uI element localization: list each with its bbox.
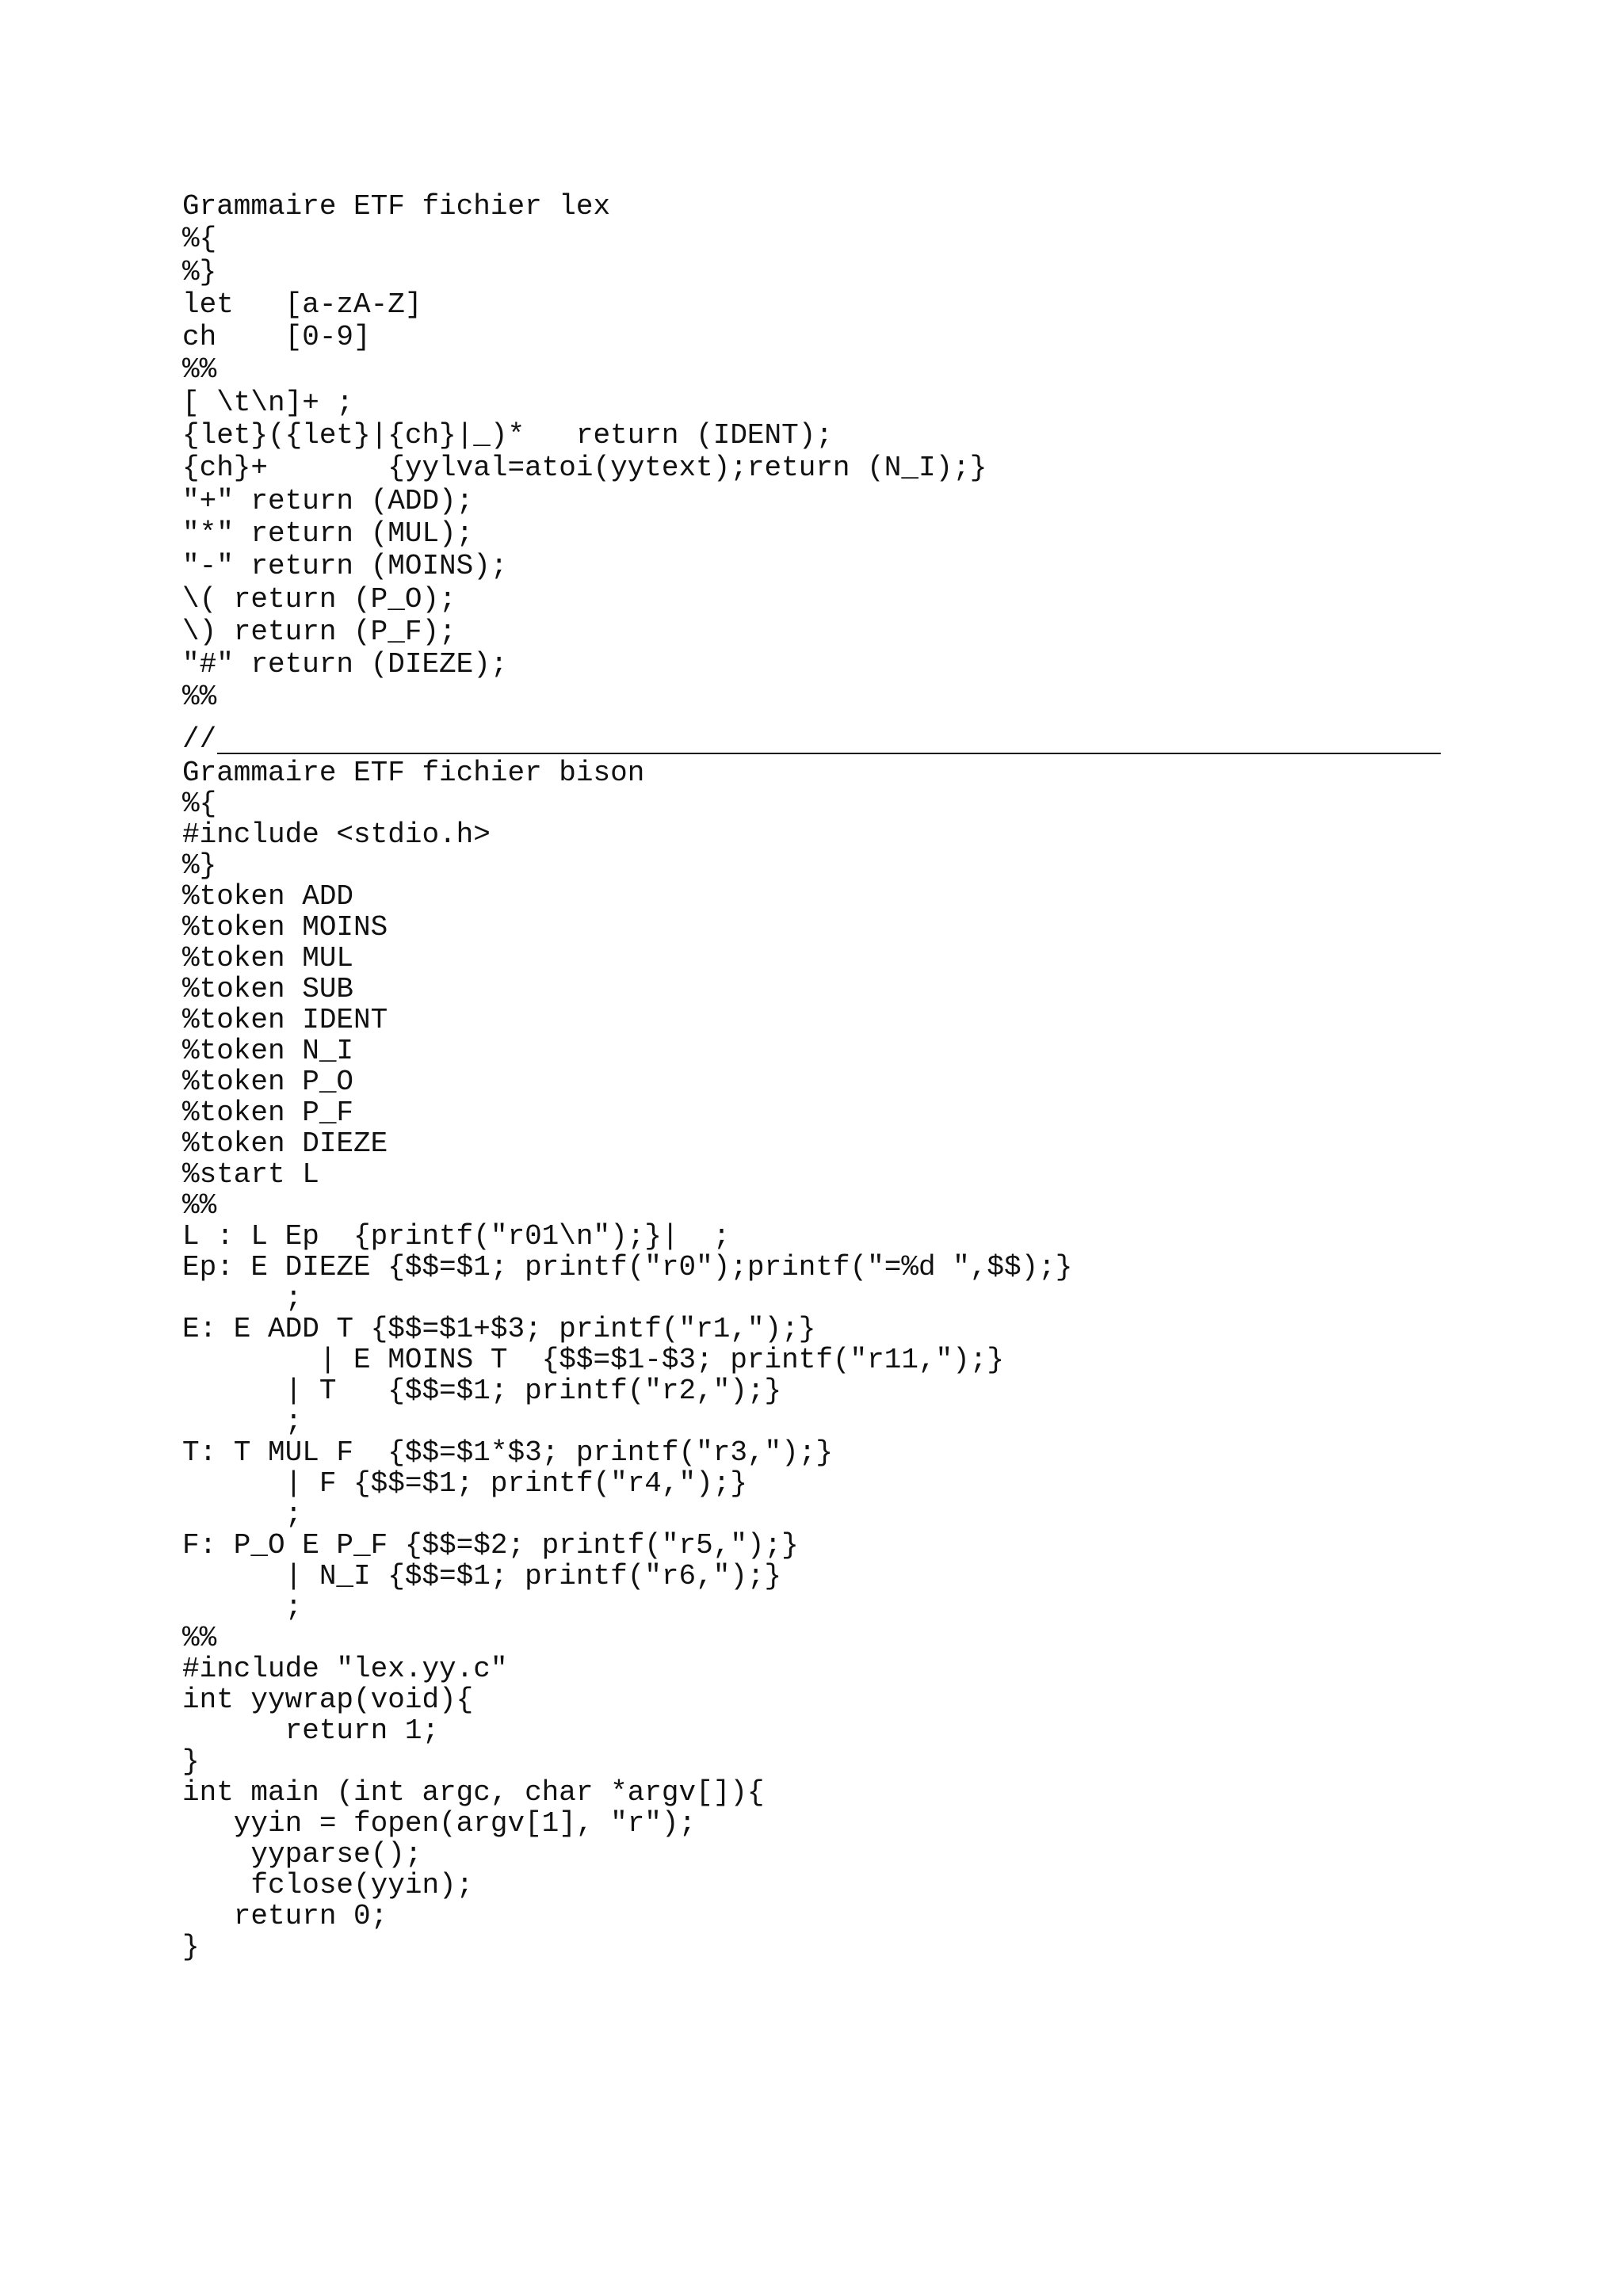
code-line: Grammaire ETF fichier lex — [182, 190, 611, 223]
code-line: "#" return (DIEZE); — [182, 648, 508, 681]
code-line: %start L — [182, 1158, 319, 1191]
code-line: %{ — [182, 223, 217, 256]
code-line: "+" return (ADD); — [182, 484, 474, 517]
code-line: %token SUB — [182, 973, 354, 1005]
code-line: %% — [182, 353, 217, 387]
code-line: {let}({let}|{ch}|_)* return (IDENT); — [182, 419, 833, 452]
code-line: | E MOINS T {$$=$1-$3; printf("r11,");} — [182, 1344, 1004, 1376]
code-line: #include "lex.yy.c" — [182, 1653, 508, 1685]
code-line: ch [0-9] — [182, 321, 371, 354]
code-line: #include <stdio.h> — [182, 818, 491, 851]
code-line: %% — [182, 1622, 217, 1654]
code-line: %} — [182, 255, 217, 288]
code-line: {ch}+ {yylval=atoi(yytext);return (N_I);} — [182, 452, 987, 485]
code-line: ; — [182, 1282, 303, 1314]
code-line: Grammaire ETF fichier bison — [182, 757, 645, 789]
code-line: } — [182, 1745, 200, 1778]
code-line: int main (int argc, char *argv[]){ — [182, 1776, 765, 1809]
code-line: %token IDENT — [182, 1004, 388, 1036]
code-line: "*" return (MUL); — [182, 517, 474, 550]
code-line: yyparse(); — [182, 1838, 422, 1871]
code-line: %% — [182, 681, 217, 714]
code-line: %token N_I — [182, 1035, 354, 1067]
code-line: %% — [182, 1189, 217, 1222]
code-line: yyin = fopen(argv[1], "r"); — [182, 1807, 697, 1840]
code-line: return 1; — [182, 1714, 440, 1747]
code-line: \) return (P_F); — [182, 615, 456, 648]
code-line: "-" return (MOINS); — [182, 550, 508, 583]
code-line: | T {$$=$1; printf("r2,");} — [182, 1375, 782, 1407]
code-line: L : L Ep {printf("r01\n");}| ; — [182, 1220, 731, 1253]
code-line: | F {$$=$1; printf("r4,");} — [182, 1467, 747, 1500]
code-line: %} — [182, 849, 217, 882]
code-line: ; — [182, 1498, 303, 1531]
code-line: [ \t\n]+ ; — [182, 386, 354, 419]
code-line: int yywrap(void){ — [182, 1684, 474, 1716]
bison-file-code — [182, 757, 1072, 1962]
code-line: %{ — [182, 788, 217, 820]
code-line: F: P_O E P_F {$$=$2; printf("r5,");} — [182, 1529, 799, 1562]
code-line: %token MOINS — [182, 911, 388, 944]
lex-file-code — [182, 190, 987, 714]
code-line: } — [182, 1931, 200, 1963]
code-line: %token P_F — [182, 1097, 354, 1129]
separator-slashes: // — [182, 723, 217, 756]
code-line: %token P_O — [182, 1066, 354, 1098]
code-line: ; — [182, 1591, 303, 1623]
code-line: %token MUL — [182, 942, 354, 974]
code-line: \( return (P_O); — [182, 582, 456, 616]
code-line: let [a-zA-Z] — [182, 288, 422, 321]
code-line: %token DIEZE — [182, 1127, 388, 1160]
code-line: T: T MUL F {$$=$1*$3; printf("r3,");} — [182, 1436, 833, 1469]
section-separator — [182, 724, 1441, 756]
code-line: E: E ADD T {$$=$1+$3; printf("r1,");} — [182, 1313, 816, 1345]
separator-rule — [217, 753, 1441, 754]
code-line: ; — [182, 1405, 303, 1438]
code-line: Ep: E DIEZE {$$=$1; printf("r0");printf("=%d ",$$);} — [182, 1251, 1073, 1283]
code-line: return 0; — [182, 1900, 388, 1932]
code-line: | N_I {$$=$1; printf("r6,");} — [182, 1560, 782, 1592]
code-line: fclose(yyin); — [182, 1869, 474, 1901]
code-line: %token ADD — [182, 880, 354, 913]
